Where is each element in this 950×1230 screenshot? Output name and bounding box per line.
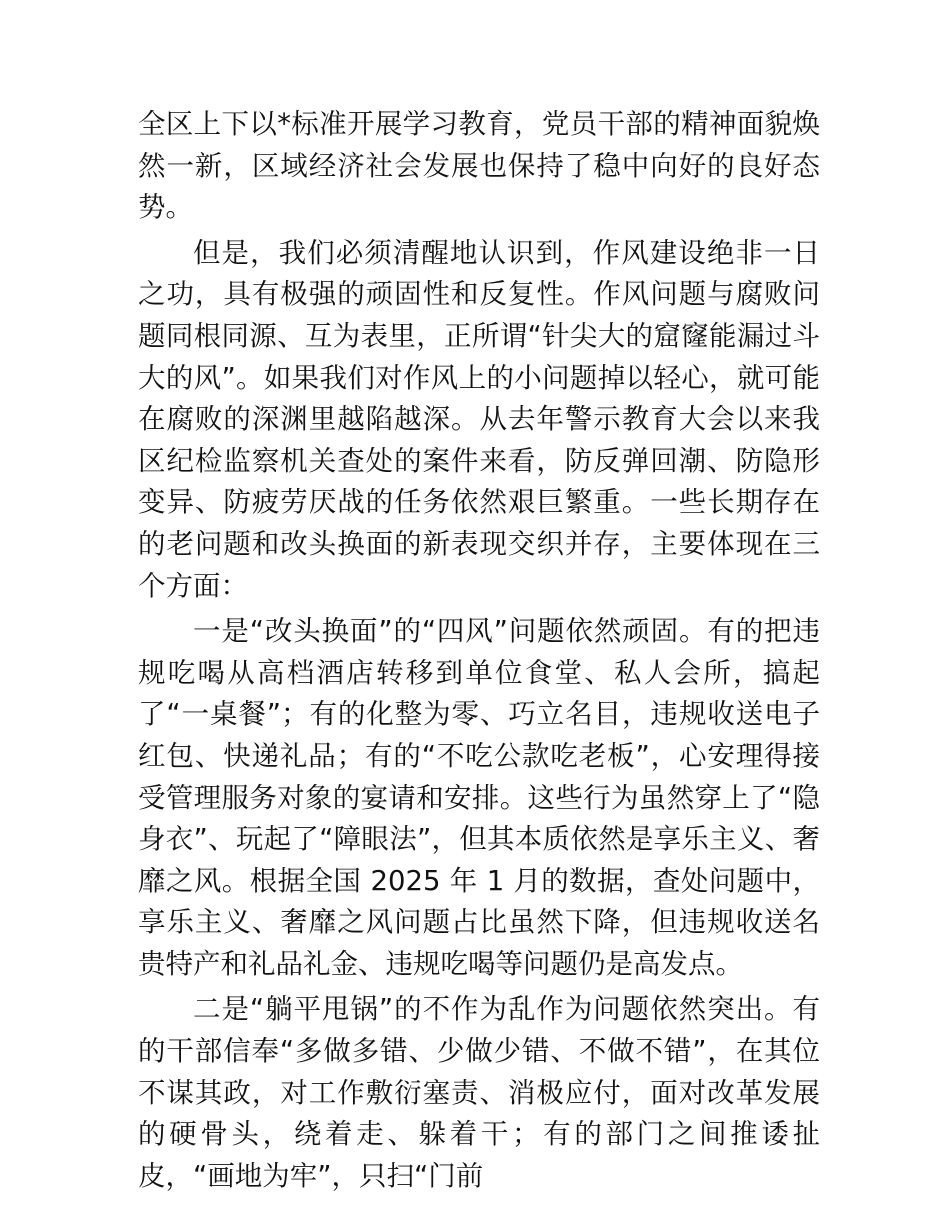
document-text-body bbox=[138, 104, 820, 1197]
paragraph-point-one: 一是“改头换面”的“四风”问题依然顽固。有的把违规吃喝从高档酒店转移到单位食堂、私人会所，搞起了“一桌餐”；有的化整为零、巧立名目，违规收送电子红包、快递礼品；有的“不吃公款吃老板”，心安理得接受管理服务对象的宴请和安排。这些行为虽然穿上了“隐身衣”、玩起了“障眼法”，但其本质依然是享乐主义、奢靡之风。根据全国 2025 年 1 月的数据，查处问题中，享乐主义、奢靡之风问题占比虽然下降，但违规收送名贵特产和礼品礼金、违规吃喝等问题仍是高发点。 bbox=[138, 615, 820, 980]
paragraph-point-two: 二是“躺平甩锅”的不作为乱作为问题依然突出。有的干部信奉“多做多错、少做少错、不做不错”，在其位不谋其政，对工作敷衍塞责、消极应付，面对改革发展的硬骨头，绕着走、躲着干；有的部门之间推诿扯皮，“画地为牢”，只扫“门前 bbox=[138, 993, 820, 1192]
paragraph-but-we-must: 但是，我们必须清醒地认识到，作风建设绝非一日之功，具有极强的顽固性和反复性。作风问题与腐败问题同根同源、互为表里，正所谓“针尖大的窟窿能漏过斗大的风”。如果我们对作风上的小问题掉以轻心，就可能在腐败的深渊里越陷越深。从去年警示教育大会以来我区纪检监察机关查处的案件来看，防反弹回潮、防隐形变异、防疲劳厌战的任务依然艰巨繁重。一些长期存在的老问题和改头换面的新表现交织并存，主要体现在三个方面： bbox=[138, 236, 820, 602]
paragraph-continuation: 全区上下以*标准开展学习教育，党员干部的精神面貌焕然一新，区域经济社会发展也保持了稳中向好的良好态势。 bbox=[138, 108, 820, 224]
